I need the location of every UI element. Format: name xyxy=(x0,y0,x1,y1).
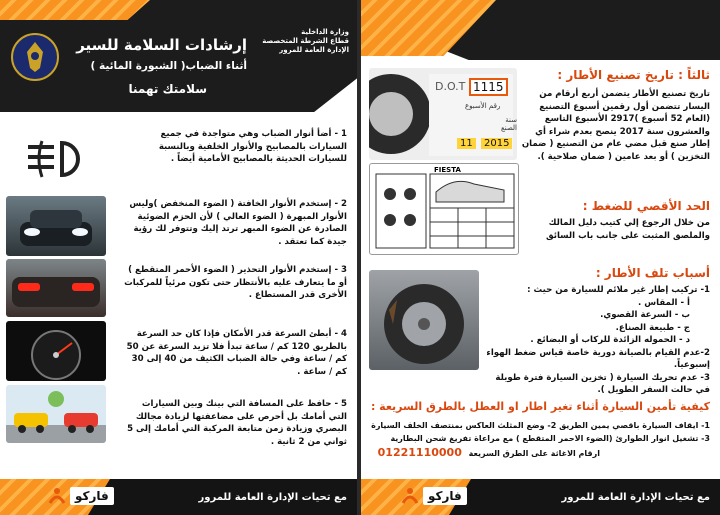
logo-text: فاركو xyxy=(423,487,467,505)
car-headlights-image xyxy=(6,196,106,256)
step-line: 1- ايقاف السيارة باقصي يمين الطريق 2- وضع المثلث العاكس بمنتصف الخلف السيارة xyxy=(371,421,710,430)
cause-line: 2-عدم القيام بالصيانة دورية خاصة قياس ضغط الهواء إسبوعياً. xyxy=(486,347,710,370)
logo-text: فاركو xyxy=(70,487,114,505)
placard-brand: FIESTA xyxy=(434,166,461,174)
hotline-number: 01221110000 xyxy=(377,446,462,459)
header-stripe xyxy=(0,0,150,20)
fog-light-icon-box xyxy=(6,125,106,193)
step-line: 3- تشغيل انوار الطوارئ (الضوء الاحمر المتقطع ) مع مراعاة تفريغ شحن البطارية xyxy=(390,433,710,443)
cause-line: أ - المقاس . xyxy=(638,297,690,308)
section3-title: أسباب تلف الأطار : xyxy=(595,266,710,280)
cause-line: ج - طبيعة الصناع. xyxy=(615,322,690,333)
tire-year-label: سنة الصنع xyxy=(501,116,517,132)
ministry-line: قطاع الشرطة المتخصصة xyxy=(262,37,349,45)
tire-placard-image xyxy=(369,163,519,255)
tire-dot-label: D.O.T xyxy=(435,80,466,93)
main-title: إرشادات السلامة للسير xyxy=(76,36,247,54)
section2-body: من خلال الرجوع إلي كتيب دليل المالك والملصق المثبت على جانب باب السائق xyxy=(545,218,710,241)
section4-title: كيفية تأمين السيارة أثناء تغير اطار او العطل بالطرق السريعة : xyxy=(370,400,710,413)
damaged-tire-image xyxy=(369,270,479,370)
fog-tip-2: 2 - إستخدم الأنوار الخافتة ( الضوء المنخفض )وليس الأنوار المبهرة ( الضوء العالي ) لأن الحزم الضوئية الصادرة عن الضوء المبهر ترتد إليك وتتوفر لك رؤية جيدة كما تعتقد . xyxy=(129,199,347,247)
tire-date-image xyxy=(369,68,517,160)
tire-code: 1115 xyxy=(469,78,508,96)
subtitle: أثناء الضباب( الشبورة المائية ) xyxy=(90,60,247,72)
fog-tip-5: 5 - حافظ على المسافة التي بينك وبين السيارات التي أمامك بل أحرص على مضاعفتها لزيادة مجالك البصري وزيادة زمن متابعة المركبة التي أمامك إلى 5 ثواني من 2 ثانية . xyxy=(127,399,347,447)
police-emblem-icon xyxy=(10,32,60,82)
cause-line: 3- عدم تحريك السيارة ( تخزين السيارة فترة طويلة في حالت السفر الطويل ). xyxy=(495,372,710,395)
cause-line: ب - السرعة القصوي. xyxy=(600,310,690,320)
section1-body: تاريخ تصنيع الأطار يتضمن أربع أرقام من اليسار تتضمن أول رقمين أسبوع التصنيع (العام 52 أسبوع )2917 الأسبوع التاسع والعشرون سنة 2017 ينصح بعدم شراء أي إطار صنع قبل مضي عام من التصنيع ( ضمان التخزين ) أو بعد عامين ( ضمان صلاحية ). xyxy=(521,89,710,162)
tire-week-label: رقم الأسبوع xyxy=(465,102,501,110)
cause-line: 1- تركيب إطار غير ملائم للسيارة من حيث : xyxy=(527,285,710,295)
ministry-lines xyxy=(262,28,349,55)
fog-tip-4: 4 - أبطئ السرعة قدر الأمكان فإذا كان حد السرعة بالطريق 120 كم / ساعة تبدأ فلا تزيد السرعة عن 50 كم / ساعة وفي حالة الضباب الكثيف من 40 إلى 30 كم / ساعة . xyxy=(126,329,347,377)
speedometer-image xyxy=(6,321,106,381)
pharco-logo-icon xyxy=(48,487,66,505)
car-taillights-image xyxy=(6,259,106,317)
hotline-label: ارقام الاغاثة على الطرق السريعة xyxy=(468,449,600,458)
fog-tip-1: 1 - أضأ أنوار الضباب وهي متواجدة في جميع السيارات بالمصابيح والأنوار الخلفية وبالنسبة للسيارات الحديثة بالمصابيح الأمامية أيضاً . xyxy=(158,129,347,164)
ministry-line: الإدارة العامة للمرور xyxy=(279,46,349,54)
cars-distance-image xyxy=(6,385,106,443)
section1-title: ثالثاً : تاريخ تصنيع الأطار : xyxy=(557,68,710,82)
hotline xyxy=(378,446,600,459)
left-panel xyxy=(0,0,357,515)
tire-year: 2015 xyxy=(481,138,512,149)
section4-body xyxy=(370,420,710,445)
left-logo xyxy=(48,487,114,505)
section2-title: الحد الأقصي للضغط : xyxy=(582,199,710,213)
right-panel xyxy=(361,0,720,515)
cause-line: د - الحموله الزائدة للركاب أو البضائع . xyxy=(530,335,690,345)
fog-light-icon xyxy=(6,125,106,193)
ministry-line: وزارة الداخلية xyxy=(301,28,349,36)
right-footer-text: مع تحيات الإدارة العامة للمرور xyxy=(561,492,710,503)
section3-body xyxy=(480,284,710,397)
slogan: سلامتك تهمنا xyxy=(128,82,207,96)
right-logo xyxy=(401,487,467,505)
fog-tip-3: 3 - إستخدم الأنوار التحذير ( الضوء الأحمر المتقطع ) أو ما يتعارف عليه بالأنتظار حتى تكون مرئياً للمركبات الأخرى قدر المستطاع . xyxy=(124,265,347,300)
left-footer-text: مع تحيات الإدارة العامة للمرور xyxy=(198,492,347,503)
tire-week: 11 xyxy=(457,138,476,149)
pharco-logo-icon xyxy=(401,487,419,505)
